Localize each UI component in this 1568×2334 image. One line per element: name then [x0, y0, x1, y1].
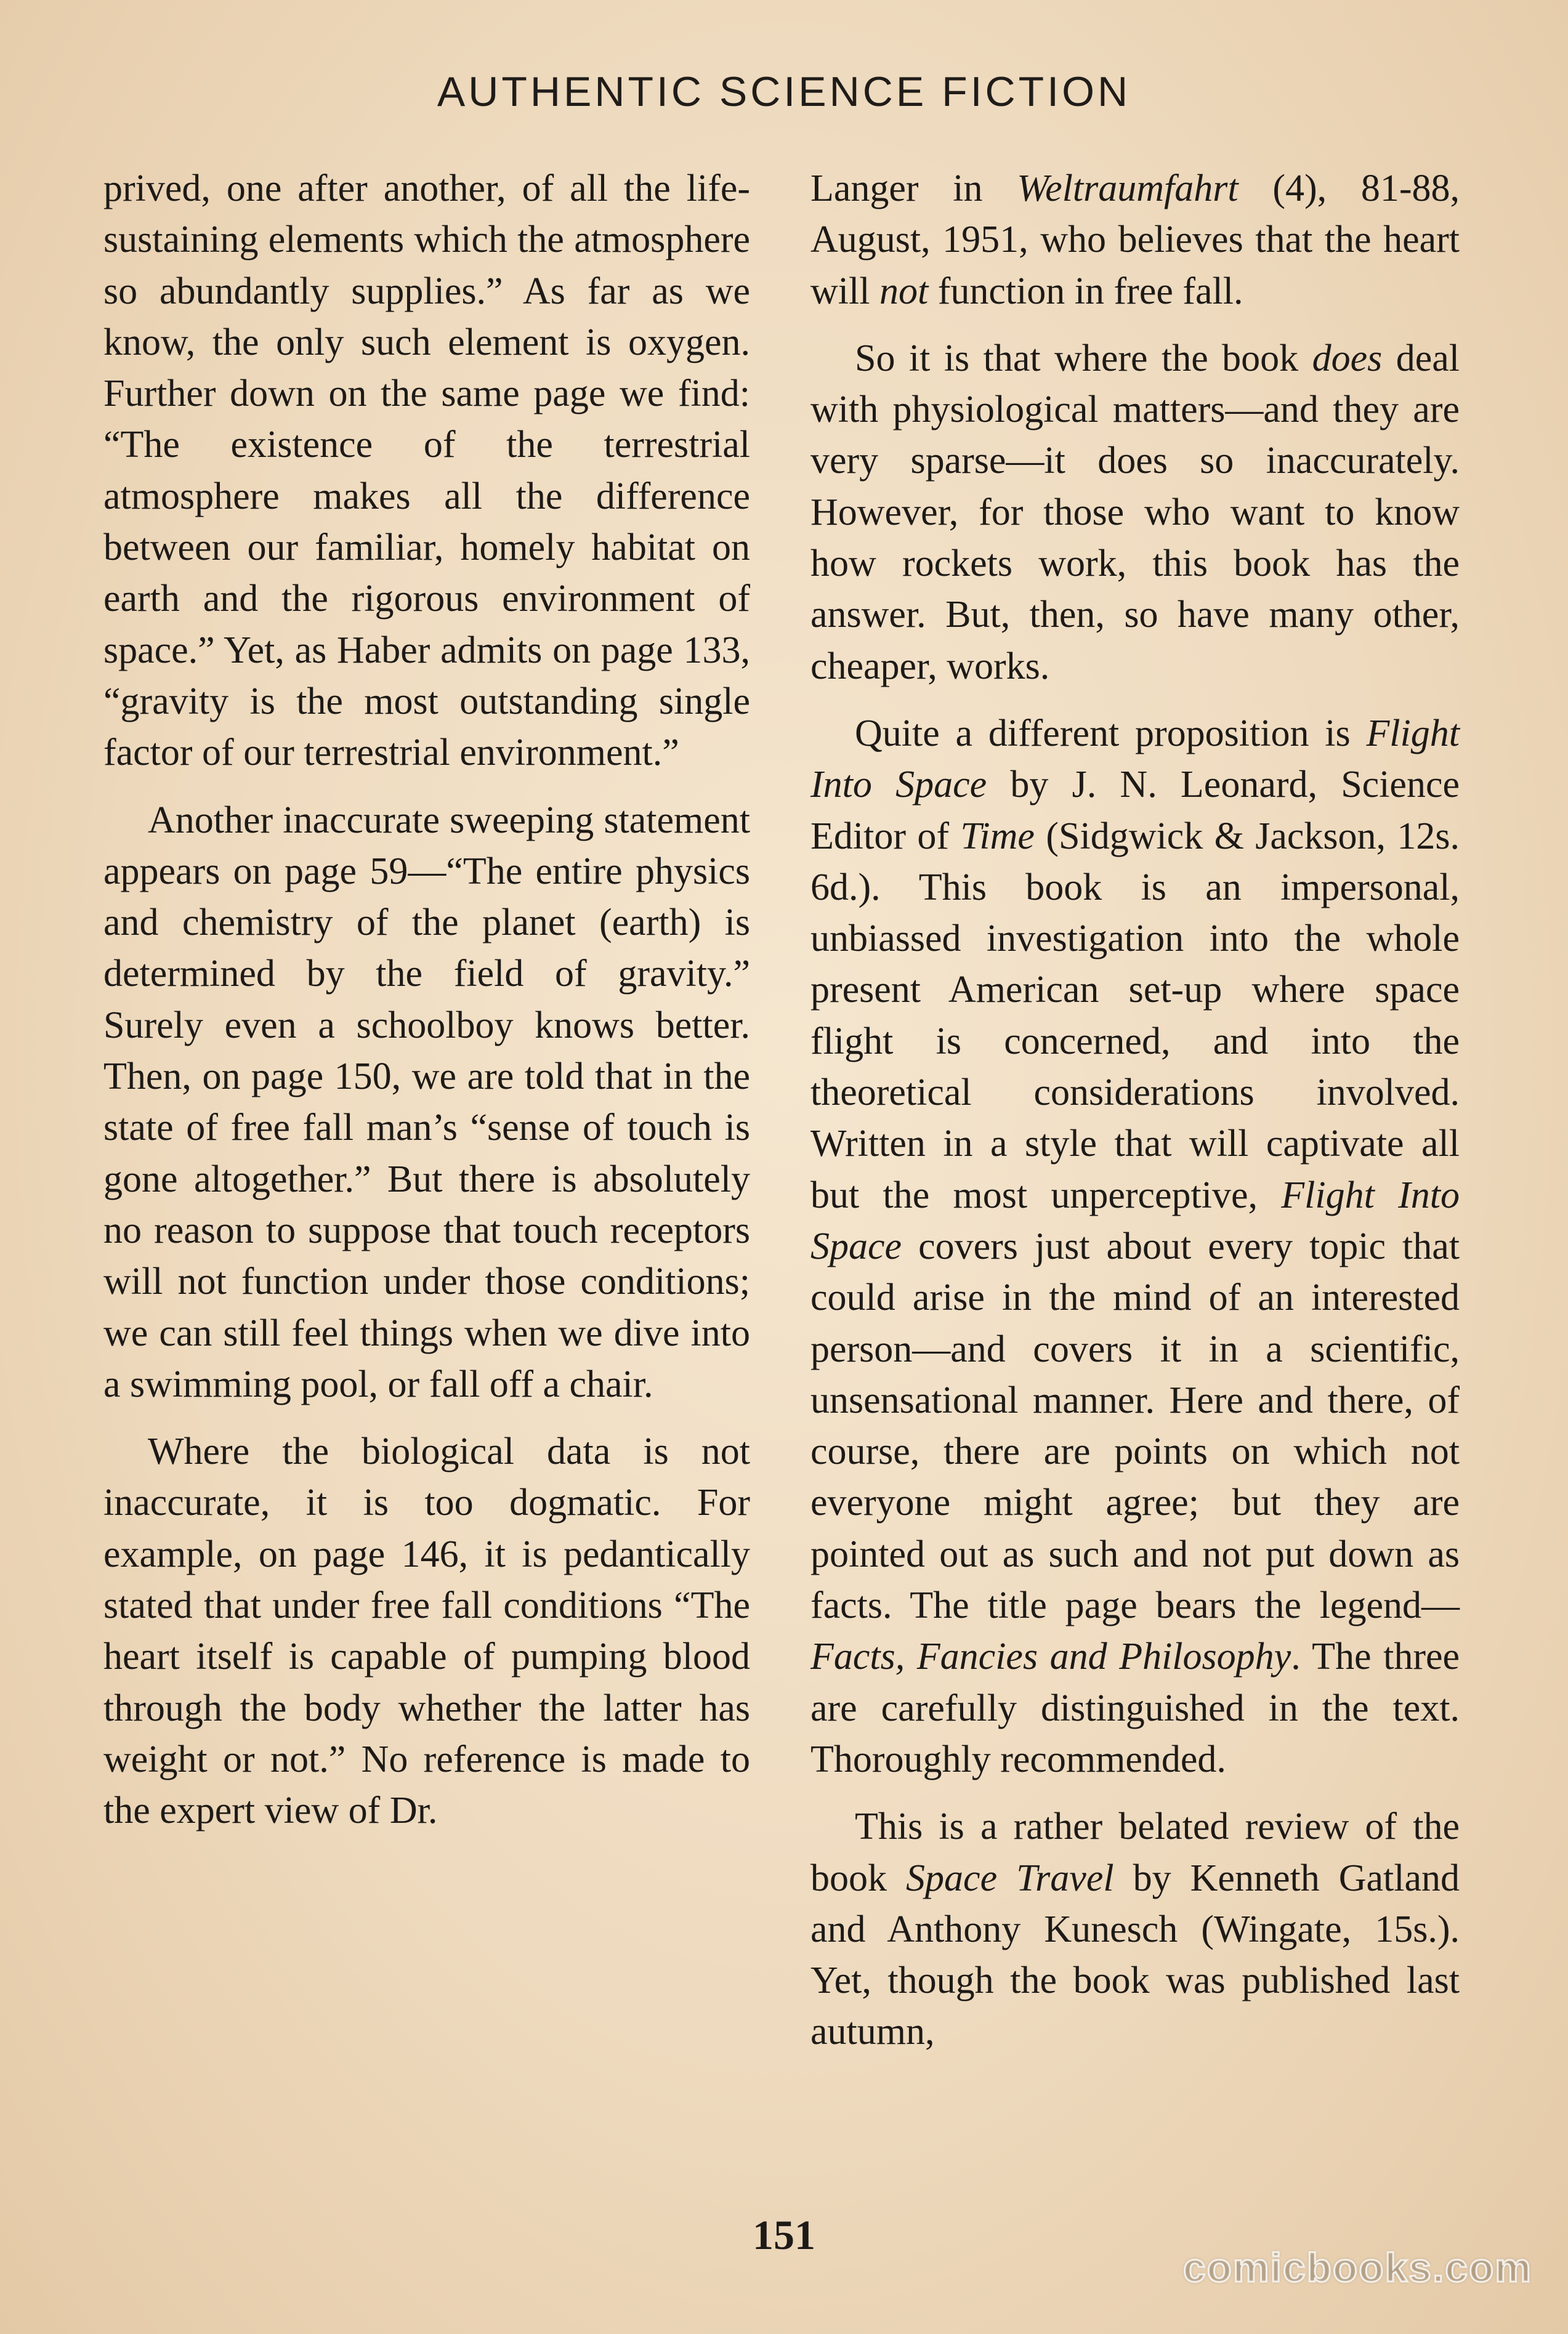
italic-title: Time	[960, 815, 1035, 857]
paragraph: Another inaccurate sweeping statement appears on page 59—“The entire physics and chemistry of the planet (earth) is determined by the field of gravity.” Surely even a schoolboy knows better. Then, on page 150, we are told that in the state of free fall man’s “sense of touch is gone altogether.” But there is absolutely no reason to suppose that touch receptors will not function under those conditions; we can still feel things when we dive into a swimming pool, or fall off a chair.	[103, 799, 750, 1405]
text-run: function in free fall.	[928, 270, 1243, 312]
text-run: . The three are carefully distinguished in the text. Thoroughly recommended.	[810, 1636, 1460, 1780]
paragraph	[810, 708, 1460, 1785]
text-run: covers just about every topic that could arise in the mind of an interested person—and covers it in a scientific, unsensational manner. Here and there, of course, there are points on which not everyone might agree; but they are pointed out as such and not put down as facts. The title page bears the legend—	[810, 1225, 1460, 1627]
italic-title: Flight Into Space	[810, 1174, 1460, 1267]
paragraph	[810, 163, 1460, 317]
page-number: 151	[753, 2211, 815, 2258]
italic-title: Flight Into Space	[810, 712, 1460, 806]
text-run: by Kenneth Gatland and Anthony Kunesch (Wingate, 15s.). Yet, though the book was published last autumn,	[810, 1857, 1460, 2053]
left-column	[103, 163, 750, 1853]
text-run: Quite a different proposition is	[855, 712, 1367, 754]
italic-title: Space Travel	[906, 1857, 1114, 1899]
paragraph: Where the biological data is not inaccurate, it is too dogmatic. For example, on page 146, it is pedantically stated that under free fall conditions “The heart itself is capable of pumping blood through the body whether the latter has weight or not.” No reference is made to the expert view of Dr.	[103, 1431, 750, 1832]
text-run: Langer in	[810, 168, 1017, 209]
paragraph: prived, one after another, of all the life-sustaining elements which the atmosphere so abundantly supplies.” As far as we know, the only such element is oxygen. Further down on the same page we find: “The existence of the terrestrial atmosphere makes all the difference between our familiar, homely habitat on earth and the rigorous environment of space.” Yet, as Haber admits on page 133, “gravity is the most outstanding single factor of our terrestrial environment.”	[103, 168, 750, 774]
paragraph	[810, 333, 1460, 692]
text-run: by J. N. Leonard, Science Editor of	[810, 764, 1460, 857]
text-run: (Sidgwick & Jackson, 12s. 6d.). This book is an impersonal, unbiassed investigation into the whole present American set-up where space flight is concerned, and into the theoretical considerations involved. Written in a style that will captivate all but the most unperceptive,	[810, 815, 1460, 1216]
right-column	[810, 163, 1460, 2074]
italic-title: Weltraumfahrt	[1017, 168, 1239, 209]
paragraph	[810, 1801, 1460, 2057]
text-run: So it is that where the book	[855, 337, 1312, 379]
text-run: deal with physiological matters—and they are very sparse—it does so inaccurately. However, for those who want to know how rockets work, this book has the answer. But, then, so have many other, cheaper, works.	[810, 337, 1460, 687]
watermark-logo: comicbooks.com	[1182, 2245, 1532, 2290]
italic-emphasis: not	[879, 270, 929, 312]
text-run: This is a rather belated review of the book	[810, 1806, 1460, 1899]
text-run: (4), 81-88, August, 1951, who believes that the heart will	[810, 168, 1460, 312]
italic-title: Facts, Fancies and Philosophy	[810, 1636, 1291, 1678]
italic-emphasis: does	[1312, 337, 1383, 379]
running-title: AUTHENTIC SCIENCE FICTION	[437, 68, 1131, 115]
